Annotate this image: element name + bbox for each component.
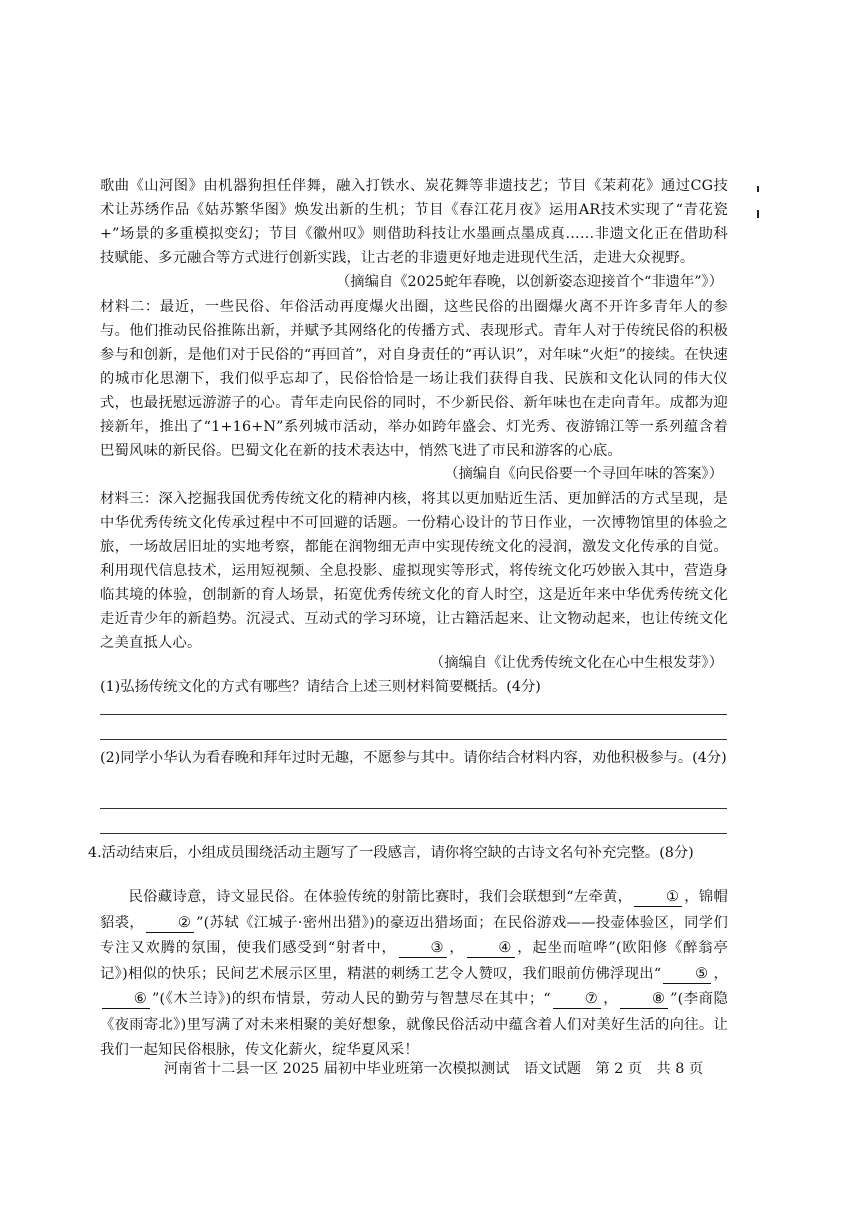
question-2: (2)同学小华认为看春晚和拜年过时无趣，不愿参与其中。请你结合材料内容，劝他积极参与。(4分) [100, 750, 727, 766]
blank-5[interactable]: ⑤ [663, 965, 711, 984]
blank-4[interactable]: ④ [467, 939, 515, 958]
question-1: (1)弘扬传统文化的方式有哪些？请结合上述三则材料简要概括。(4分) [100, 679, 541, 695]
blank-2[interactable]: ② [146, 914, 194, 933]
passage-text: ， [448, 940, 465, 956]
material-3: 材料三：深入挖掘我国优秀传统文化的精神内核，将其以更加贴近生活、更加鲜活的方式呈现，是中华优秀传统文化传承过程中不可回避的话题。一份精心设计的节日作业，一次博物馆里的体验之旅，一场故居旧址的实地考察，都能在润物细无声中实现传统文化的浸润，激发文化传承的自觉。利用现代信息技术，运用短视频、全息投影、虚拟现实等形式，将传统文化巧妙嵌入其中，营造身临其境的体验，创制新的育人场景，拓宽优秀传统文化的育人时空，这是近年来中华优秀传统文化走近青少年的新趋势。沉浸式、互动式的学习环境，让古籍活起来、让文物动起来，也让传统文化之美直抵人心。 [100, 491, 728, 651]
passage-text: ”(《木兰诗》)的织布情景，劳动人民的勤劳与智慧尽在其中；“ [152, 991, 551, 1007]
blank-6[interactable]: ⑥ [102, 990, 150, 1009]
answer-line[interactable] [100, 808, 727, 809]
material-2-source: （摘编自《向民俗要一个寻回年味的答案》） [444, 466, 723, 482]
material-3-source: （摘编自《让优秀传统文化在心中生根发芽》） [429, 655, 723, 671]
blank-7[interactable]: ⑦ [553, 990, 601, 1009]
material-2: 材料二：最近，一些民俗、年俗活动再度爆火出圈，这些民俗的出圈爆火离不开许多青年人的参与。他们推动民俗推陈出新，并赋予其网络化的传播方式、表现形式。青年人对于传统民俗的积极参与和创新，是他们对于民俗的“再回首”，对自身责任的“再认识”，对年味“火炬”的接续。在快速的城市化思潮下，我们似乎忘却了，民俗恰恰是一场让我们获得自我、民族和文化认同的伟大仪式，也最抚慰远游游子的心。青年走向民俗的同时，不少新民俗、新年味也在走向青年。成都为迎接新年，推出了“1+16+N”系列城市活动，举办如跨年盛会、灯光秀、夜游锦江等一系列蕴含着巴蜀风味的新民俗。巴蜀文化在新的技术表达中，悄然飞进了市民和游客的心底。 [100, 299, 728, 459]
passage-text: ， [713, 965, 728, 982]
blank-1[interactable]: ① [634, 888, 682, 907]
margin-mark [757, 210, 759, 218]
answer-line[interactable] [100, 714, 727, 715]
answer-line[interactable] [100, 739, 727, 740]
question-4-passage [100, 885, 728, 1064]
question-4-stem: 4.活动结束后，小组成员围绕活动主题写了一段感言，请你将空缺的古诗文名句补充完整。(8分) [88, 845, 694, 861]
passage-text: ”(李商隐《夜雨寄北》)里写满了对未来相聚的美好想象，就像民俗活动中蕴含着人们对美好生活的向往。让我们一起知民俗根脉，传文化薪火，绽华夏风采！ [100, 991, 728, 1058]
material-1-source: （摘编自《2025蛇年春晚，以创新姿态迎接首个“非遗年”》） [336, 274, 723, 290]
blank-3[interactable]: ③ [399, 939, 447, 958]
blank-8[interactable]: ⑧ [620, 990, 668, 1009]
page-footer: 河南省十二县一区 2025 届初中毕业班第一次模拟测试 语文试题 第 2 页 共 8 页 [163, 1061, 704, 1077]
passage-text: ”(苏轼《江城子·密州出猎》)的豪迈出猎场面；在民俗游戏——投壶体验区，同学们专注又欢腾的氛围，使我们感受到“射者中， [100, 914, 728, 956]
material-1-tail: 歌曲《山河图》由机器狗担任伴舞，融入打铁水、炭花舞等非遗技艺；节目《茉莉花》通过CG技术让苏绣作品《姑苏繁华图》焕发出新的生机；节目《春江花月夜》运用AR技术实现了“青花瓷+”场景的多重模拟变幻；节目《徽州叹》则借助科技让水墨画点墨成真……非遗文化正在借助科技赋能、多元融合等方式进行创新实践，让古老的非遗更好地走进现代生活，走进大众视野。 [100, 178, 728, 266]
passage-text: ， [602, 991, 619, 1007]
margin-mark [757, 186, 759, 192]
passage-text: ，锦帽貂裘， [100, 889, 728, 931]
passage-text: ，起坐而喧哗”(欧阳修《醉翁亭记》)相似的快乐；民间艺术展示区里，精湛的刺绣工艺令人赞叹，我们眼前仿佛浮现出“ [100, 940, 728, 982]
answer-line[interactable] [100, 833, 727, 834]
passage-text: 民俗藏诗意，诗文显民俗。在体验传统的射箭比赛时，我们会联想到“左牵黄， [128, 889, 633, 905]
